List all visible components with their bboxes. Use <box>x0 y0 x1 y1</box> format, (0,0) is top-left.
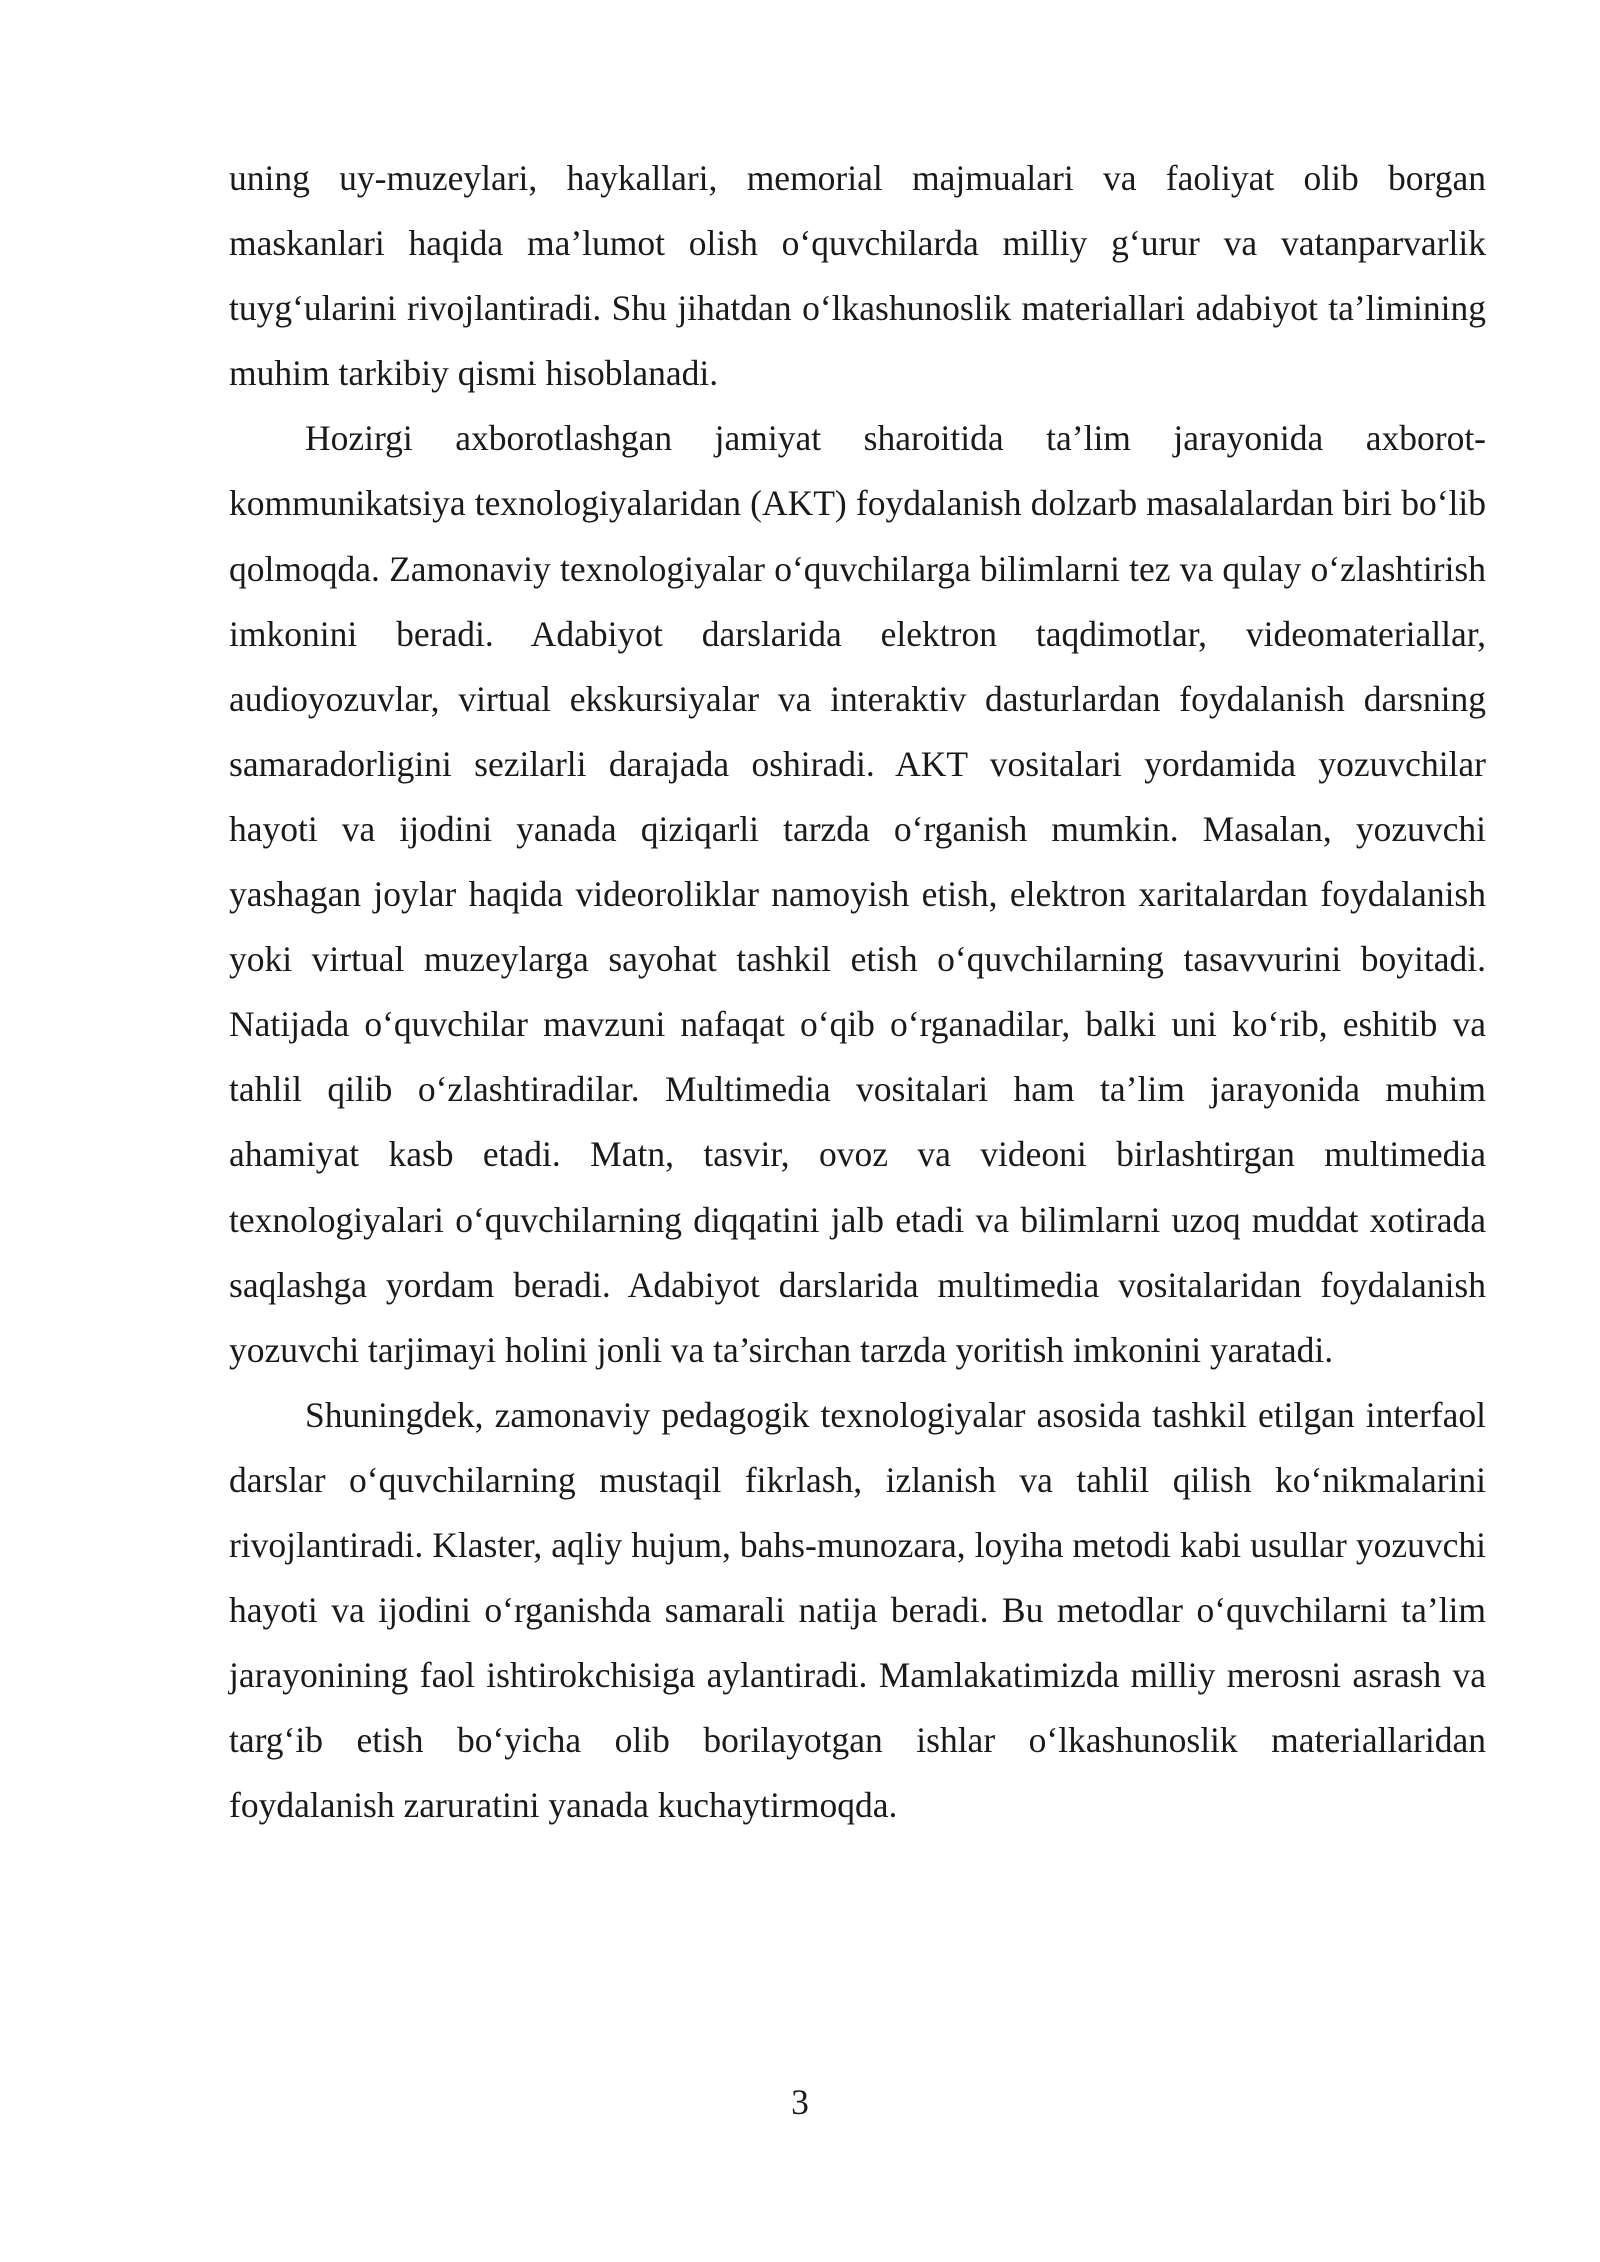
paragraph-interactive-methods: Shuningdek, zamonaviy pedagogik texnologiyalar asosida tashkil etilgan interfaol darslar o‘quvchilarning mustaqil fikrlash, izlanish va tahlil qilish ko‘nikmalarini rivojlantiradi. Klaster, aqliy hujum, bahs-munozara, loyiha metodi kabi usullar yozuvchi hayoti va ijodini o‘rganishda samarali natija beradi. Bu metodlar o‘quvchilarni ta’lim jarayonining faol ishtirokchisiga aylantiradi. Mamlakatimizda milliy merosni asrash va targ‘ib etish bo‘yicha olib borilayotgan ishlar o‘lkashunoslik materiallaridan foydalanish zaruratini yanada kuchaytirmoqda. <box>229 1394 1486 1826</box>
body-text <box>229 146 1486 1838</box>
page-number: 3 <box>791 2082 809 2122</box>
paragraph-ict: Hozirgi axborotlashgan jamiyat sharoitida ta’lim jarayonida axborot-kommunikatsiya texnologiyalaridan (AKT) foydalanish dolzarb masalalardan biri bo‘lib qolmoqda. Zamonaviy texnologiyalar o‘quvchilarga bilimlarni tez va qulay o‘zlashtirish imkonini beradi. Adabiyot darslarida elektron taqdimotlar, videomateriallar, audioyozuvlar, virtual ekskursiyalar va interaktiv dasturlardan foydalanish darsning samaradorligini sezilarli darajada oshiradi. AKT vositalari yordamida yozuvchilar hayoti va ijodini yanada qiziqarli tarzda o‘rganish mumkin. Masalan, yozuvchi yashagan joylar haqida videoroliklar namoyish etish, elektron xaritalardan foydalanish yoki virtual muzeylarga sayohat tashkil etish o‘quvchilarning tasavvurini boyitadi. Natijada o‘quvchilar mavzuni nafaqat o‘qib o‘rganadilar, balki uni ko‘rib, eshitib va tahlil qilib o‘zlashtiradilar. Multimedia vositalari ham ta’lim jarayonida muhim ahamiyat kasb etadi. Matn, tasvir, ovoz va videoni birlashtirgan multimedia texnologiyalari o‘quvchilarning diqqatini jalb etadi va bilimlarni uzoq muddat xotirada saqlashga yordam beradi. Adabiyot darslarida multimedia vositalaridan foydalanish yozuvchi tarjimayi holini jonli va ta’sirchan tarzda yoritish imkonini yaratadi. <box>229 418 1486 1370</box>
paragraph-continued: uning uy-muzeylari, haykallari, memorial majmualari va faoliyat olib borgan maskanlari haqida ma’lumot olish o‘quvchilarda milliy g‘urur va vatanparvarlik tuyg‘ularini rivojlantiradi. Shu jihatdan o‘lkashunoslik materiallari adabiyot ta’limining muhim tarkibiy qismi hisoblanadi. <box>229 158 1486 394</box>
